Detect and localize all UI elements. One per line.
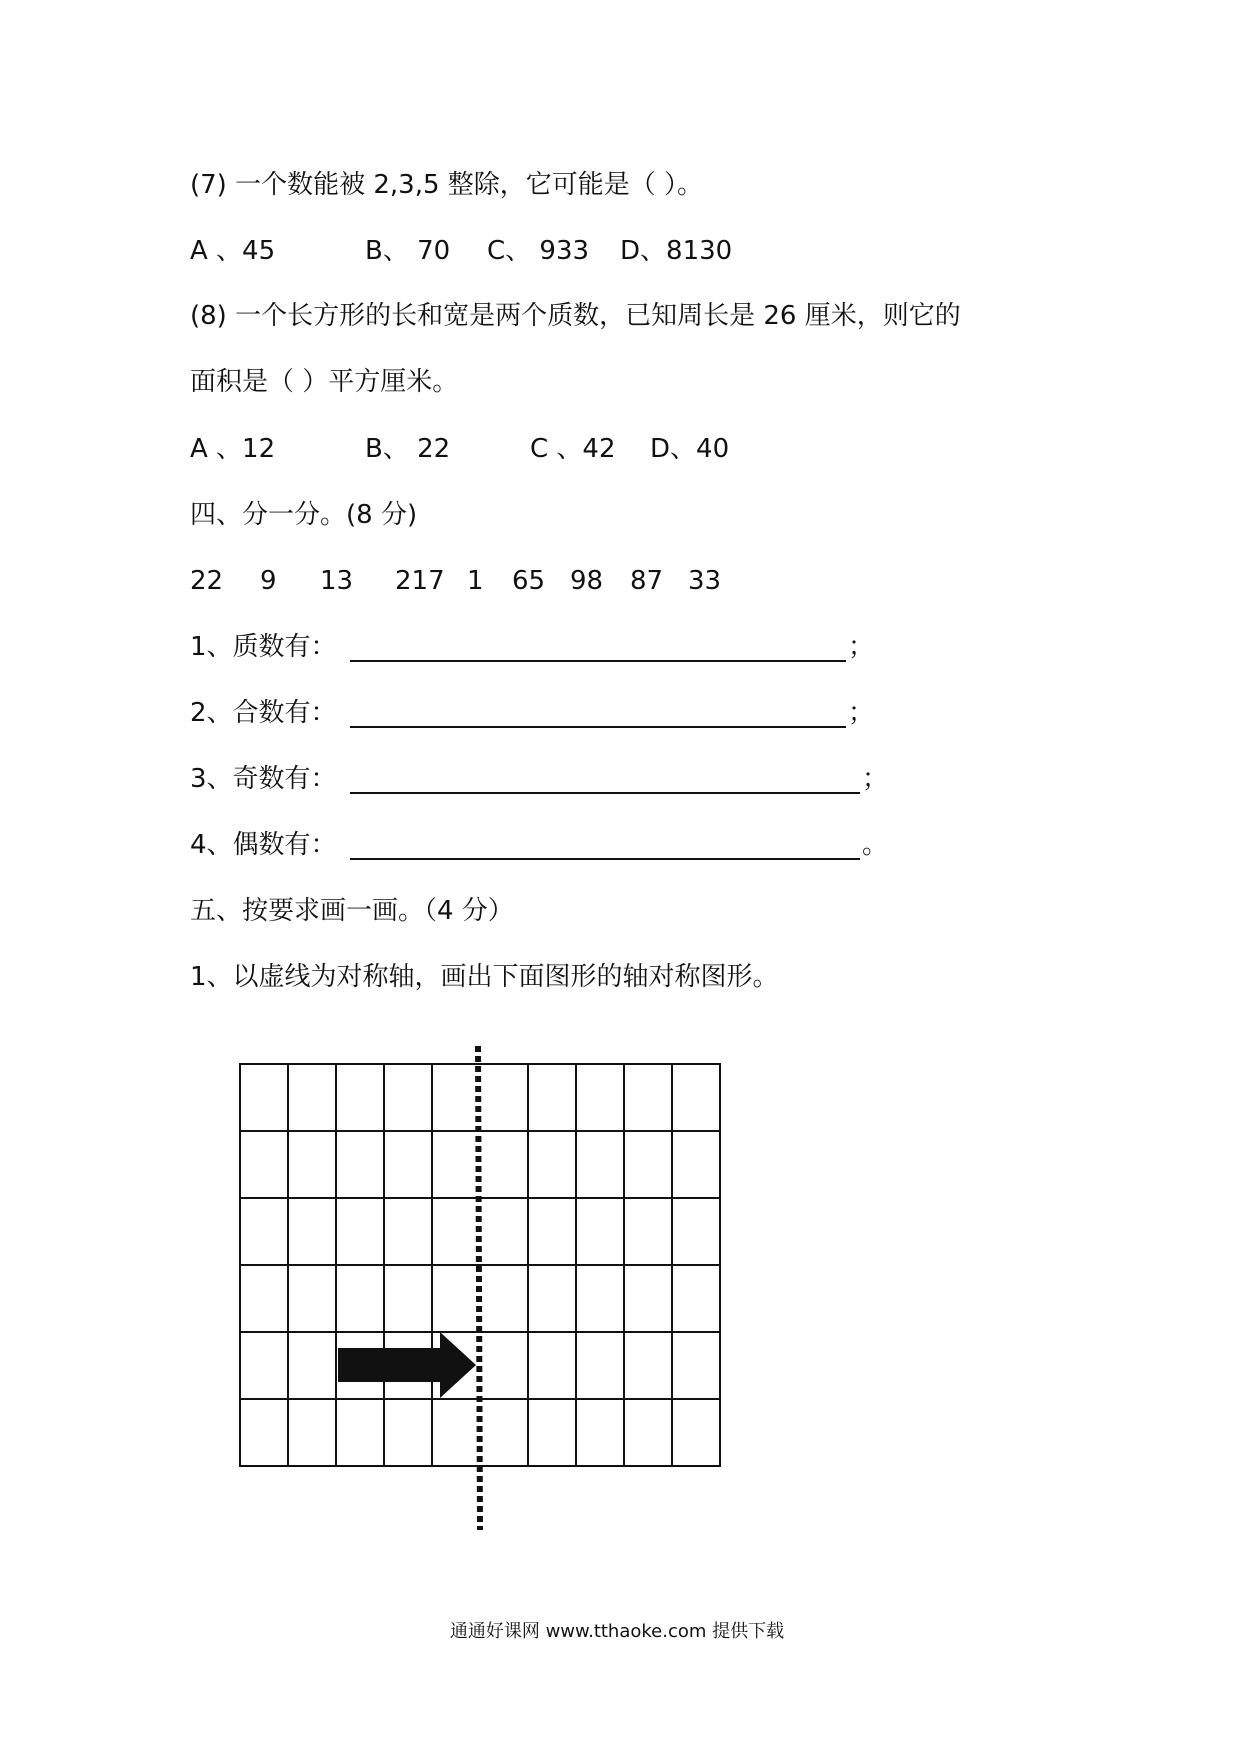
number-1: 1 xyxy=(467,566,484,596)
number-87: 87 xyxy=(630,566,664,596)
even-label: 4、偶数有： xyxy=(190,830,337,860)
number-217: 217 xyxy=(395,566,445,596)
symmetry-axis-dashed-line xyxy=(478,1046,480,1530)
q8-option-a: A 、12 xyxy=(190,434,276,464)
section-5-heading: 五、按要求画一画。（4 分） xyxy=(190,896,514,926)
right-arrow-shape xyxy=(338,1332,476,1398)
question-7: (7) 一个数能被 2,3,5 整除，它可能是（ ）。 xyxy=(190,170,704,200)
number-65: 65 xyxy=(512,566,546,596)
section-4-heading: 四、分一分。(8 分) xyxy=(190,500,418,530)
odd-label: 3、奇数有： xyxy=(190,764,337,794)
number-98: 98 xyxy=(570,566,604,596)
question-8-line-1: (8) 一个长方形的长和宽是两个质数，已知周长是 26 厘米，则它的 xyxy=(190,301,961,331)
even-end: 。 xyxy=(862,830,889,860)
odd-end: ； xyxy=(862,764,889,794)
number-22: 22 xyxy=(190,566,224,596)
section-5-task: 1、以虚线为对称轴，画出下面图形的轴对称图形。 xyxy=(190,962,779,992)
question-8-line-2: 面积是（ ）平方厘米。 xyxy=(190,367,459,397)
q8-option-c: C 、42 xyxy=(530,434,616,464)
composite-end: ； xyxy=(848,698,875,728)
prime-label: 1、质数有： xyxy=(190,632,337,662)
q7-option-b: B、 70 xyxy=(365,236,451,266)
q8-option-d: D、40 xyxy=(650,434,730,464)
footer-credit: 通通好课网 www.tthaoke.com 提供下载 xyxy=(449,1621,785,1642)
square-grid xyxy=(240,1064,720,1466)
number-9: 9 xyxy=(260,566,277,596)
q8-option-b: B、 22 xyxy=(365,434,451,464)
number-13: 13 xyxy=(320,566,354,596)
composite-label: 2、合数有： xyxy=(190,698,337,728)
q7-option-a: A 、45 xyxy=(190,236,276,266)
number-33: 33 xyxy=(688,566,722,596)
prime-end: ； xyxy=(848,632,875,662)
q7-option-c: C、 933 xyxy=(487,236,590,266)
q7-option-d: D、8130 xyxy=(620,236,733,266)
